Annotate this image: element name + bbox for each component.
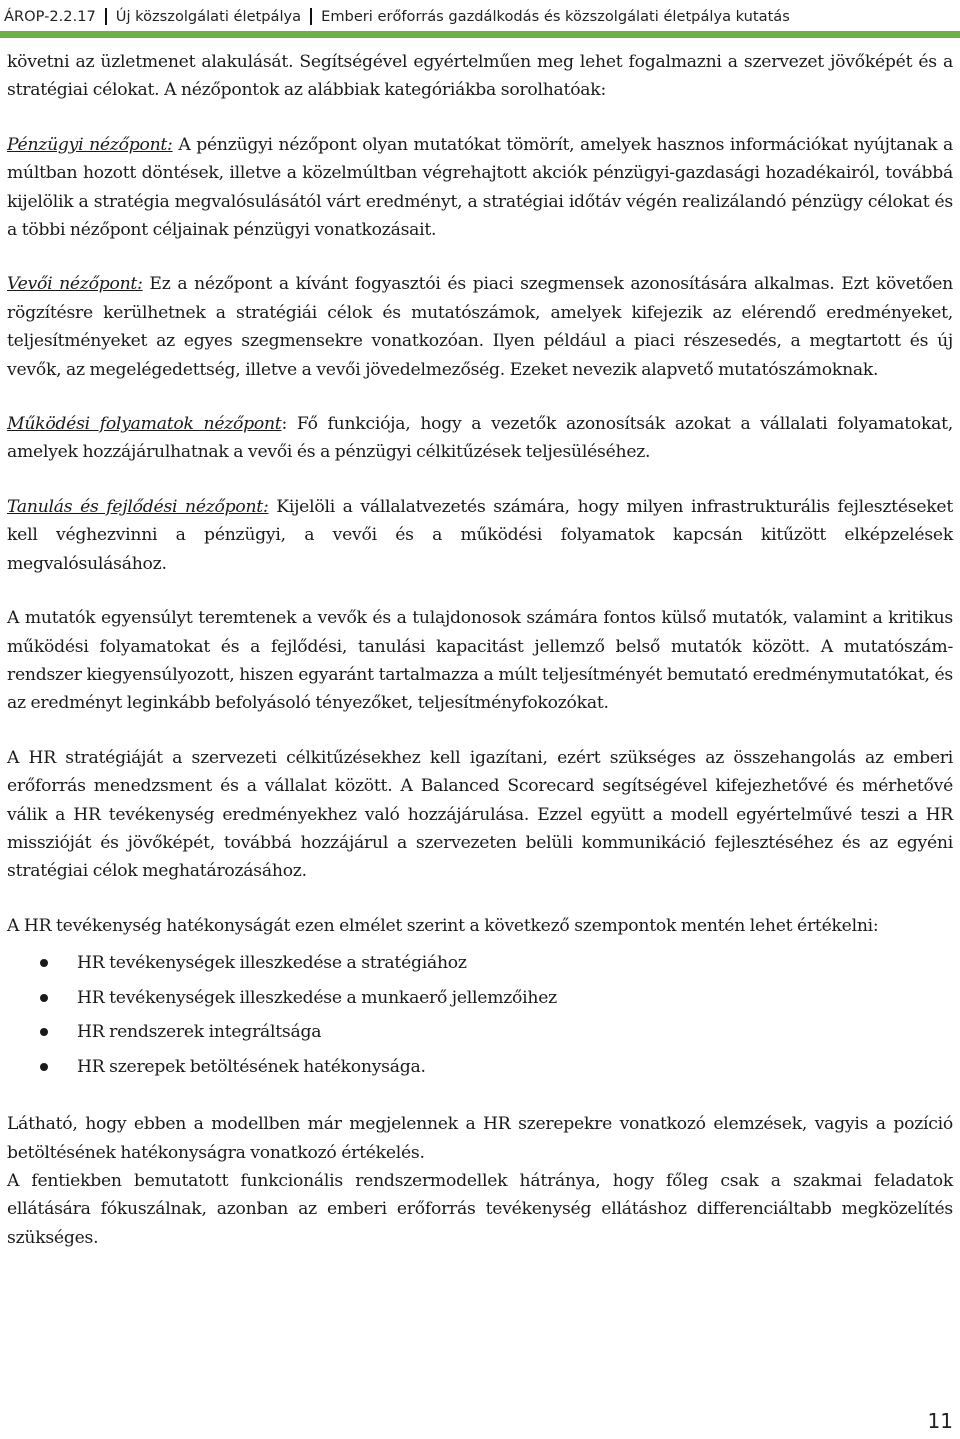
- paragraph-hr-strategy: A HR stratégiáját a szervezeti célkitűzésekhez kell igazítani, ezért szükséges az összehangolás az emberi erőforrás menedzsment és a vállalat között. A Balanced Scorecard segítségével kifejezhetővé és mérhetővé válik a HR tevékenység eredményekhez való hozzájárulása. Ezzel együtt a modell egyértelművé teszi a HR misszióját és jövőképét, továbbá hozzájárul a szervezeten belüli kommunikáció fejlesztéséhez és az egyéni stratégiai célok meghatározásához.: [7, 747, 953, 882]
- paragraph-financial-perspective: [7, 131, 953, 245]
- paragraph-learning-perspective: [7, 493, 953, 578]
- paragraph-intro: követni az üzletmenet alakulását. Segítségével egyértelműen meg lehet fogalmazni a szervezet jövőképét és a stratégiai célokat. A nézőpontok az alábbiak kategóriákba sorolhatóak:: [7, 52, 953, 101]
- paragraph-hr-evaluation: A HR tevékenység hatékonyságát ezen elmélet szerint a következő szempontok mentén lehet értékelni:: [7, 915, 879, 936]
- list-item-text: HR tevékenységek illeszkedése a stratégiához: [77, 953, 467, 974]
- running-header: [0, 0, 960, 32]
- list-item: [7, 1015, 953, 1050]
- page-number: 11: [927, 1409, 953, 1433]
- paragraph-model-roles: Látható, hogy ebben a modellben már megjelennek a HR szerepekre vonatkozó elemzések, vagyis a pozíció betöltésének hatékonyságra vonatkozó értékelés.: [7, 1114, 953, 1163]
- list-item: [7, 981, 953, 1016]
- paragraph-customer-perspective: [7, 270, 953, 384]
- bullet-icon: [40, 1028, 48, 1036]
- header-program-title: Új közszolgálati életpálya: [115, 7, 302, 25]
- list-item: [7, 1050, 953, 1085]
- paragraph-financial-text: A pénzügyi nézőpont olyan mutatókat tömörít, amelyek hasznos információkat nyújtanak a múltban hozott döntések, illetve a közelmúltban végrehajtott akciók pénzügyi-gazdasági hozadékairól, továbbá kijelölik a stratégia megvalósulásától várt eredményt, a stratégiai időtáv végén realizálandó pénzügy célokat és a többi nézőpont céljainak pénzügyi vonatkozásait.: [7, 134, 954, 241]
- list-item-text: HR tevékenységek illeszkedése a munkaerő jellemzőihez: [77, 987, 557, 1008]
- body-text: [7, 48, 953, 1252]
- list-item-text: HR szerepek betöltésének hatékonysága.: [77, 1056, 426, 1077]
- paragraph-learning-text: Kijelöli a vállalatvezetés számára, hogy milyen infrastrukturális fejlesztéseket kell véghezvinni a pénzügyi, a vevői és a működési folyamatok kapcsán kitűzött elképzelések megvalósulásához.: [7, 496, 953, 574]
- list-item-text: HR rendszerek integráltsága: [77, 1022, 322, 1043]
- term-financial-perspective: Pénzügyi nézőpont:: [7, 134, 173, 155]
- term-learning-perspective: Tanulás és fejlődési nézőpont:: [7, 496, 269, 517]
- header-green-rule: [0, 31, 960, 38]
- term-customer-perspective: Vevői nézőpont:: [7, 274, 143, 295]
- list-item: [7, 946, 953, 981]
- paragraph-model-drawbacks: A fentiekben bemutatott funkcionális rendszermodellek hátránya, hogy főleg csak a szakmai feladatok ellátására fókuszálnak, azonban az emberi erőforrás tevékenység ellátáshoz differenciáltabb megközelítés szükséges.: [7, 1170, 953, 1248]
- bullet-icon: [40, 1063, 48, 1071]
- bullet-icon: [40, 959, 48, 967]
- term-process-perspective: Működési folyamatok nézőpont: [7, 414, 282, 435]
- paragraph-process-perspective: [7, 410, 953, 467]
- paragraph-customer-text: Ez a nézőpont a kívánt fogyasztói és piaci szegmensek azonosítására alkalmas. Ezt követően rögzítésre kerülhetnek a stratégiái célok és mutatószámok, amelyek kifejezik az elérendő eredményeket, teljesítményeket az egyes szegmensekre vonatkozóan. Ilyen például a piaci részesedés, a megtartott és új vevők, az megelégedettség, illetve a vevői jövedelmezőség. Ezeket nevezik alapvető mutatószámoknak.: [7, 274, 953, 380]
- evaluation-criteria-list: [7, 946, 953, 1084]
- header-project-code: ÁROP-2.2.17: [4, 7, 96, 25]
- paragraph-indicator-balance: A mutatók egyensúlyt teremtenek a vevők és a tulajdonosok számára fontos külső mutatók, valamint a kritikus működési folyamatokat és a fejlődési, tanulási kapacitást jellemző belső mutatók között. A mutatószám-rendszer kiegyensúlyozott, hiszen egyaránt tartalmazza a múlt teljesítményét bemutató eredménymutatókat, és az eredményt leginkább befolyásoló tényezőket, teljesítményfokozókat.: [7, 608, 953, 714]
- header-subtitle: Emberi erőforrás gazdálkodás és közszolgálati életpálya kutatás: [321, 7, 790, 25]
- bullet-icon: [40, 994, 48, 1002]
- paragraph-process-text: : Fő funkciója, hogy a vezetők azonosítsák azokat a vállalati folyamatokat, amelyek hozzájárulhatnak a vevői és a pénzügyi célkitűzések teljesüléséhez.: [7, 414, 953, 463]
